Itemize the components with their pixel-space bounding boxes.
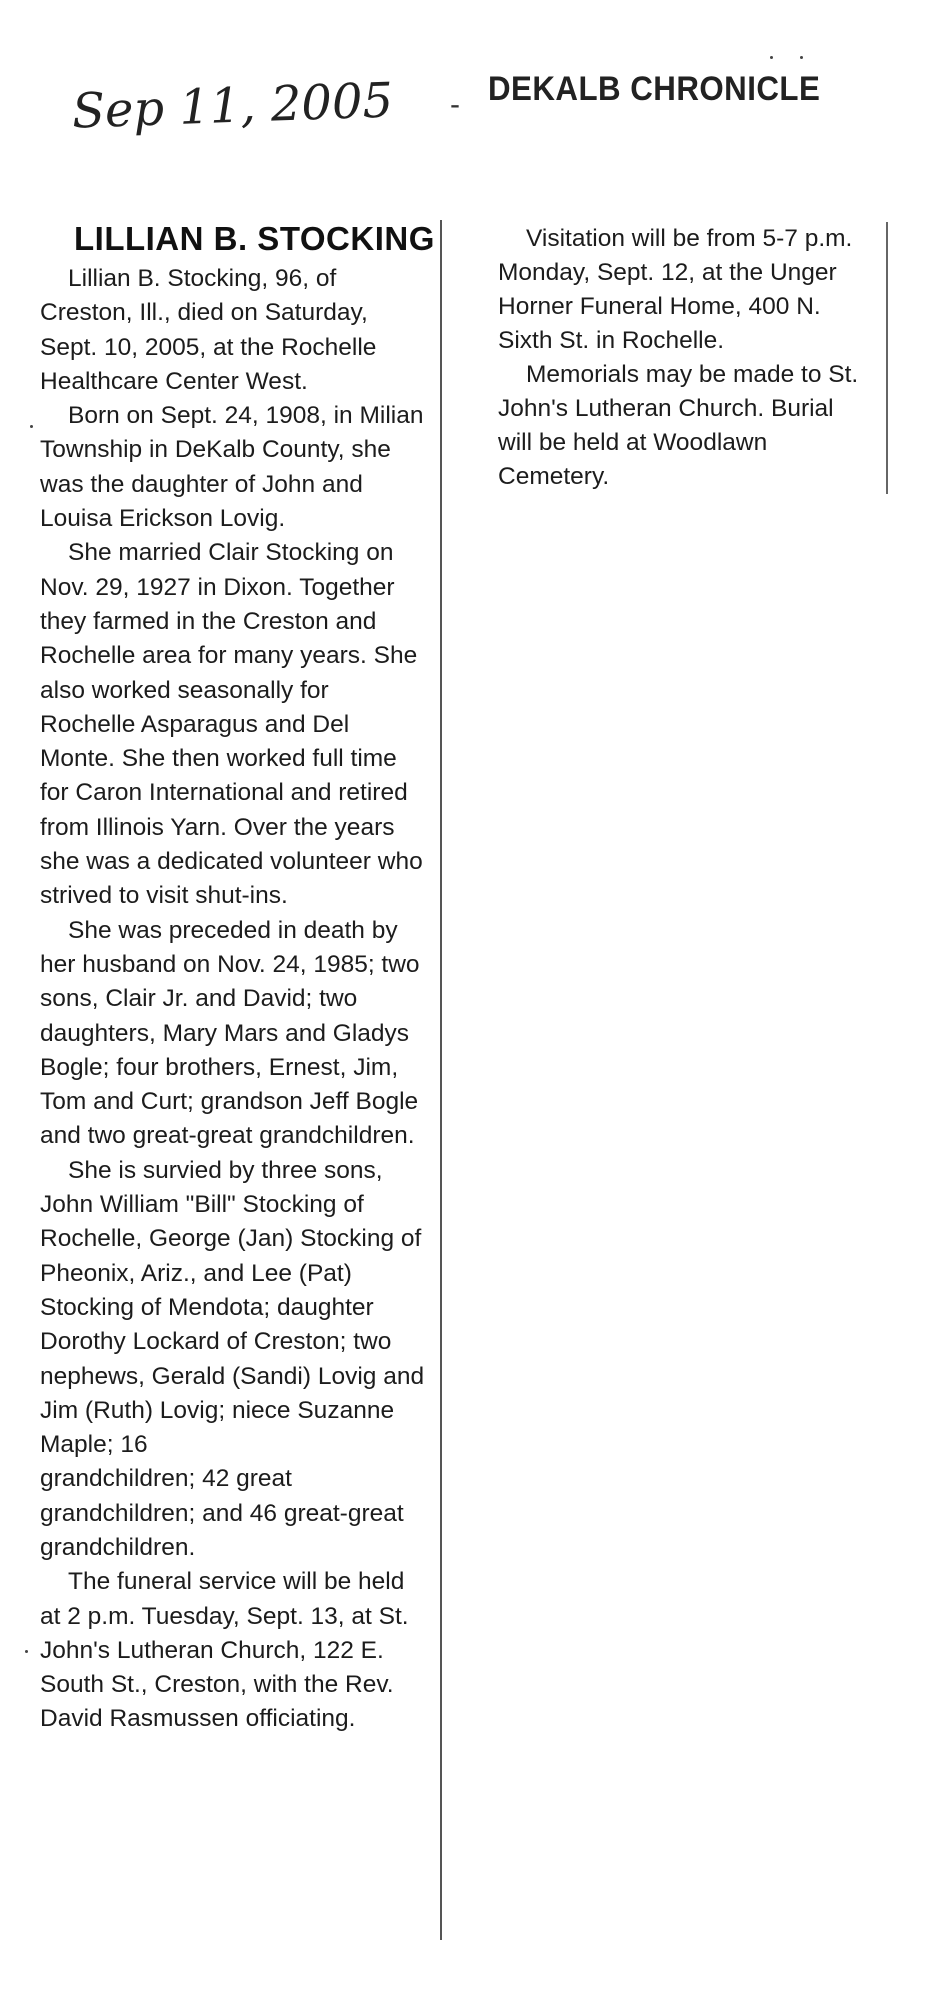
memorials-paragraph: Memorials may be made to St. John's Lutheran Church. Burial will be held at Woodlawn Cemetery. [498,361,859,490]
scan-speck [800,56,803,59]
obituary-left-column [40,220,442,1940]
obituary-paragraph: She married Clair Stocking on Nov. 29, 1927 in Dixon. Together they farmed in the Creston and Rochelle area for many years. She also worked seasonally for Rochelle Asparagus and Del Monte. She then worked full time for Caron International and retired from Illinois Yarn. Over the years she was a dedicated volunteer who strived to visit shut-ins. [40,539,423,910]
obituary-paragraph: The funeral service will be held at 2 p.m. Tuesday, Sept. 13, at St. John's Lutheran Church, 122 E. South St., Creston, with the Rev. David Rasmussen officiating. [40,1568,409,1733]
obituary-paragraph: Lillian B. Stocking, 96, of Creston, Ill., died on Saturday, Sept. 10, 2005, at the Rochelle Healthcare Center West. [40,265,377,395]
dash-mark: - [450,88,460,121]
scan-speck [25,1650,28,1653]
obituary-paragraph: She was preceded in death by her husband on Nov. 24, 1985; two sons, Clair Jr. and David; two daughters, Mary Mars and Gladys Bogle; four brothers, Ernest, Jim, Tom and Curt; grandson Jeff Bogle and two great-great grandchildren. [40,916,420,1150]
obituary-paragraph: Born on Sept. 24, 1908, in Milian Township in DeKalb County, she was the daughter of John and Louisa Erickson Lovig. [40,402,424,533]
handwritten-date: Sep 11, 2005 [71,72,394,140]
visitation-paragraph: Visitation will be from 5-7 p.m. Monday, Sept. 12, at the Unger Horner Funeral Home, 400 N. Sixth St. in Rochelle. [498,225,853,354]
obituary-paragraph: She is survied by three sons, John William "Bill" Stocking of Rochelle, George (Jan) Stocking of Pheonix, Ariz., and Lee (Pat) Stocking of Mendota; daughter Dorothy Lockard of Creston; two nephews, Gerald (Sandi) Lovig and Jim (Ruth) Lovig; niece Suzanne Maple; 16 [40,1156,425,1459]
obituary-right-column [498,222,888,494]
scan-speck [30,425,33,428]
obituary-paragraph: grandchildren; 42 great grandchildren; and 46 great-great grandchildren. [40,1465,404,1561]
scan-speck [770,56,773,59]
obituary-headline: LILLIAN B. STOCKING [74,220,435,257]
newspaper-masthead: DEKALB CHRONICLE [488,70,821,108]
